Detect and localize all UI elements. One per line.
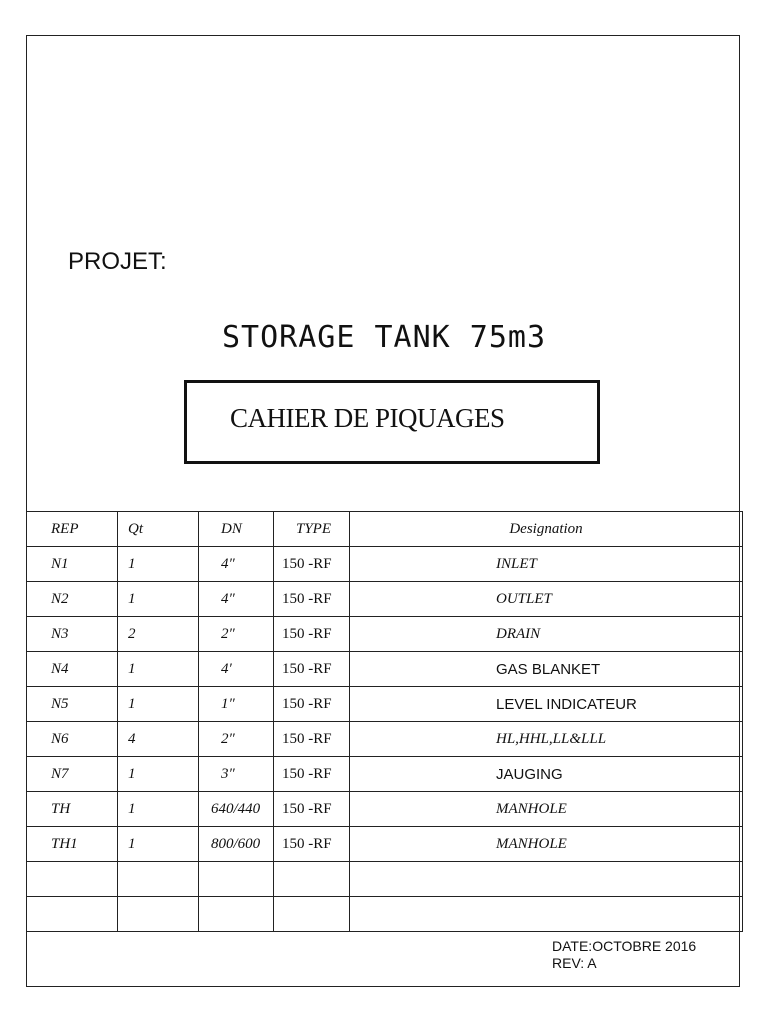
table-row: [27, 827, 743, 862]
tank-title: STORAGE TANK 75m3: [221, 320, 547, 355]
table-row: [27, 547, 743, 582]
cell-dn: 4″: [199, 547, 274, 582]
cell-rep: N2: [27, 582, 118, 617]
cell-dn: 4′: [199, 652, 274, 687]
cell-designation: MANHOLE: [350, 792, 743, 827]
cell-empty: [199, 897, 274, 932]
table-row-empty: [27, 897, 743, 932]
cell-qt: 1: [118, 757, 199, 792]
cell-type: 150 -RF: [274, 687, 350, 722]
cell-designation: LEVEL INDICATEUR: [350, 687, 743, 722]
cell-empty: [274, 897, 350, 932]
cell-qt: 1: [118, 792, 199, 827]
cell-type: 150 -RF: [274, 582, 350, 617]
table-row: [27, 722, 743, 757]
cell-rep: TH1: [27, 827, 118, 862]
table-header-row: [27, 512, 743, 547]
revision-block: [552, 938, 696, 972]
cell-rep: N5: [27, 687, 118, 722]
column-header-type: TYPE: [274, 512, 350, 547]
table-row: [27, 652, 743, 687]
cell-type: 150 -RF: [274, 617, 350, 652]
cell-type: 150 -RF: [274, 827, 350, 862]
cell-qt: 4: [118, 722, 199, 757]
cell-type: 150 -RF: [274, 652, 350, 687]
column-header-rep: REP: [27, 512, 118, 547]
table-row: [27, 617, 743, 652]
cell-empty: [27, 862, 118, 897]
cell-designation: DRAIN: [350, 617, 743, 652]
cell-type: 150 -RF: [274, 792, 350, 827]
cell-dn: 4″: [199, 582, 274, 617]
cell-dn: 3″: [199, 757, 274, 792]
cell-rep: N1: [27, 547, 118, 582]
table-row: [27, 792, 743, 827]
cell-type: 150 -RF: [274, 757, 350, 792]
cell-rep: N7: [27, 757, 118, 792]
column-header-designation: Designation: [350, 512, 743, 547]
cell-dn: 800/600: [199, 827, 274, 862]
cell-dn: 1″: [199, 687, 274, 722]
cell-type: 150 -RF: [274, 547, 350, 582]
cell-qt: 1: [118, 652, 199, 687]
cell-rep: N3: [27, 617, 118, 652]
cell-designation: INLET: [350, 547, 743, 582]
cell-qt: 1: [118, 582, 199, 617]
cell-designation: HL,HHL,LL&LLL: [350, 722, 743, 757]
cell-rep: N4: [27, 652, 118, 687]
table-row-empty: [27, 862, 743, 897]
cell-designation: MANHOLE: [350, 827, 743, 862]
cell-designation: GAS BLANKET: [350, 652, 743, 687]
document-title: CAHIER DE PIQUAGES: [230, 403, 505, 433]
cell-qt: 1: [118, 547, 199, 582]
cell-dn: 640/440: [199, 792, 274, 827]
cell-designation: JAUGING: [350, 757, 743, 792]
cell-empty: [274, 862, 350, 897]
cell-empty: [350, 897, 743, 932]
table-row: [27, 687, 743, 722]
date-label: DATE:OCTOBRE 2016: [552, 938, 697, 954]
table-row: [27, 582, 743, 617]
cell-type: 150 -RF: [274, 722, 350, 757]
cell-qt: 1: [118, 687, 199, 722]
project-label: PROJET:: [68, 248, 167, 275]
cell-empty: [118, 897, 199, 932]
revision-label: REV: A: [552, 955, 597, 971]
nozzle-table: [26, 511, 743, 932]
cell-dn: 2″: [199, 617, 274, 652]
cell-empty: [350, 862, 743, 897]
cell-rep: N6: [27, 722, 118, 757]
cell-empty: [118, 862, 199, 897]
cell-rep: TH: [27, 792, 118, 827]
cell-qt: 2: [118, 617, 199, 652]
cell-empty: [27, 897, 118, 932]
cell-dn: 2″: [199, 722, 274, 757]
table-row: [27, 757, 743, 792]
cell-empty: [199, 862, 274, 897]
column-header-dn: DN: [199, 512, 274, 547]
column-header-qt: Qt: [118, 512, 199, 547]
cell-qt: 1: [118, 827, 199, 862]
cell-designation: OUTLET: [350, 582, 743, 617]
